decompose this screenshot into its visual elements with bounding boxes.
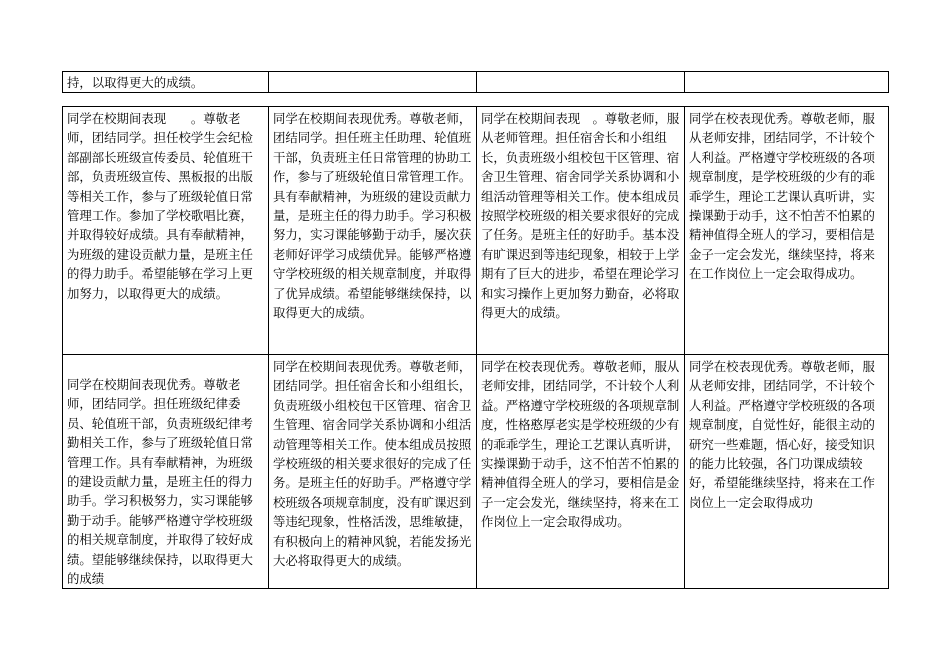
table-cell xyxy=(269,72,477,93)
table-cell: 持，以取得更大的成绩。 xyxy=(63,72,269,93)
top-continuation-table xyxy=(62,71,889,93)
comment-cell: 同学在校表现优秀。尊敬老师，服从老师安排，团结同学，不计较个人利益。严格遵守学校班级的各项规章制度，性格憨厚老实是学校班级的少有的乖乖学生，理论工艺课认真听讲，实操课勤于动手，这不怕苦不怕累的精神值得全班人的学习，要相信是金子一定会发光，继续坚持，将来在工作岗位上一定会取得成功。 xyxy=(477,355,685,589)
table-cell xyxy=(477,72,685,93)
table-row xyxy=(63,355,889,589)
comment-cell: 同学在校期间表现 。尊敬老师，团结同学。担任校学生会纪检部副部长班级宣传委员、轮值班干部，负责班级宣传、黑板报的出版等相关工作，参与了班级轮值日常管理工作。参加了学校歌唱比赛，并取得较好成绩。具有奉献精神，为班级的建设贡献力量，是班主任的得力助手。希望能够在学习上更加努力，以取得更大的成绩。 xyxy=(63,107,269,355)
table-cell xyxy=(685,72,889,93)
comment-cell: 同学在校期间表现优秀。尊敬老师，团结同学。担任班级纪律委员、轮值班干部，负责班级纪律考勤相关工作，参与了班级轮值日常管理工作。具有奉献精神，为班级的建设贡献力量，是班主任的得力助手。学习积极努力，实习课能够勤于动手。能够严格遵守学校班级的相关规章制度，并取得了较好成绩。望能够继续保持，以取得更大的成绩 xyxy=(63,355,269,589)
comment-cell: 同学在校表现优秀。尊敬老师，服从老师安排，团结同学，不计较个人利益。严格遵守学校班级的各项规章制度，自觉性好，能很主动的研究一些难题，悟心好，接受知识的能力比较强，各门功课成绩较好，希望能继续坚持，将来在工作岗位上一定会取得成功 xyxy=(685,355,889,589)
table-row xyxy=(63,107,889,355)
table-row xyxy=(63,72,889,93)
comment-cell: 同学在校期间表现 。尊敬老师，服从老师管理。担任宿舍长和小组组长，负责班级小组校包干区管理、宿舍卫生管理、宿舍同学关系协调和小组活动管理等相关工作。使本组成员按照学校班级的相关要求很好的完成了任务。是班主任的好助手。基本没有旷课迟到等违纪现象，相较于上学期有了巨大的进步，希望在理论学习和实习操作上更加努力勤奋，必将取得更大的成绩。 xyxy=(477,107,685,355)
comment-cell: 同学在校期间表现优秀。尊敬老师，团结同学。担任宿舍长和小组组长，负责班级小组校包干区管理、宿舍卫生管理、宿舍同学关系协调和小组活动管理等相关工作。使本组成员按照学校班级的相关要求很好的完成了任务。是班主任的好助手。严格遵守学校班级各项规章制度，没有旷课迟到等违纪现象，性格活泼，思维敏捷，有积极向上的精神风貌，若能发扬光大必将取得更大的成绩。 xyxy=(269,355,477,589)
comments-table xyxy=(62,106,889,589)
comment-cell: 同学在校期间表现优秀。尊敬老师，团结同学。担任班主任助理、轮值班干部，负责班主任日常管理的协助工作，参与了班级轮值日常管理工作。具有奉献精神，为班级的建设贡献力量，是班主任的得力助手。学习积极努力，实习课能够勤于动手，屡次获老师好评学习成绩优异。能够严格遵守学校班级的相关规章制度，并取得了优异成绩。希望能够继续保持，以取得更大的成绩。 xyxy=(269,107,477,355)
comment-cell: 同学在校表现优秀。尊敬老师，服从老师安排，团结同学，不计较个人利益。严格遵守学校班级的各项规章制度，是学校班级的少有的乖乖学生，理论工艺课认真听讲，实操课勤于动手，这不怕苦不怕累的精神值得全班人的学习，要相信是金子一定会发光，继续坚持，将来在工作岗位上一定会取得成功。 xyxy=(685,107,889,355)
